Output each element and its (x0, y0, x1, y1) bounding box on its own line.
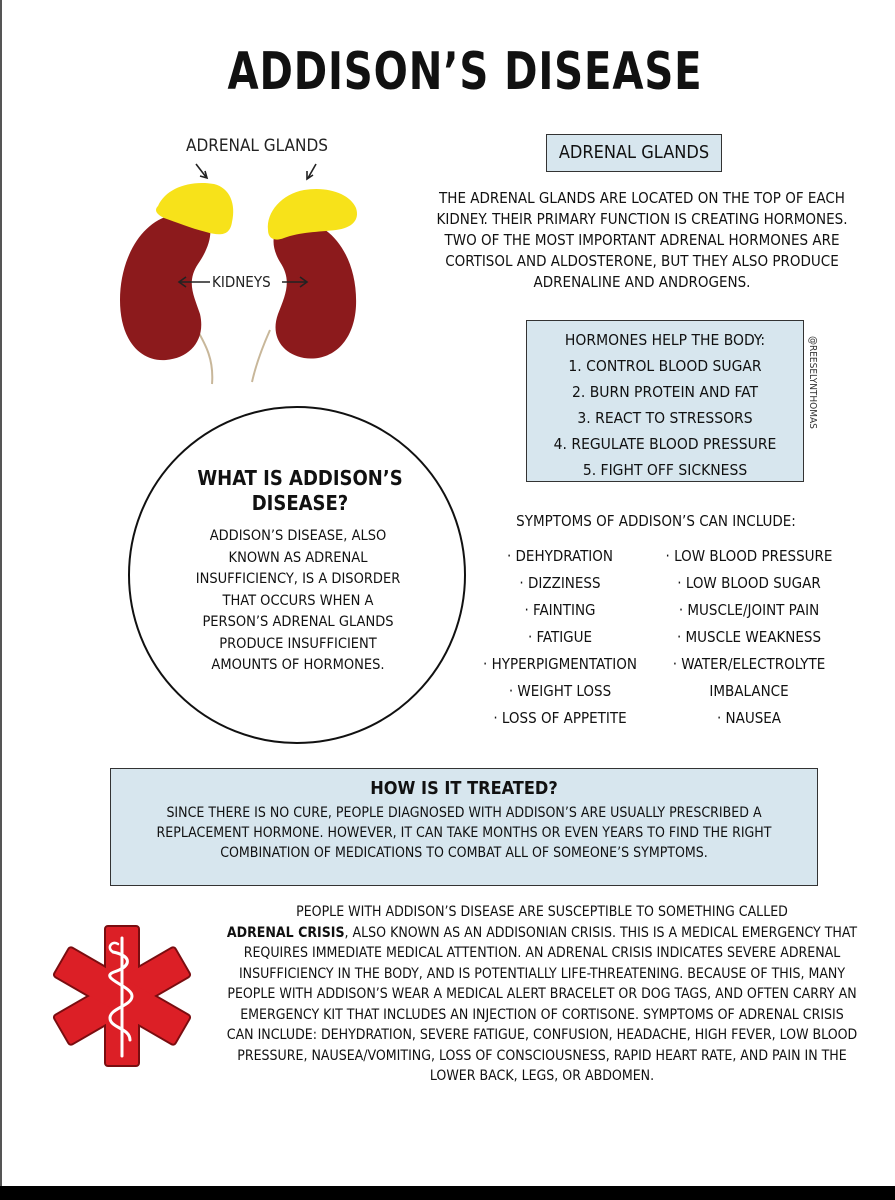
symptom-item: · LOW BLOOD PRESSURE (665, 547, 833, 565)
hormones-heading: HORMONES HELP THE BODY: (564, 331, 766, 349)
right-adrenal-gland (268, 189, 357, 240)
symptoms-left-list (470, 543, 650, 732)
symptoms-right-list (654, 543, 844, 732)
symptom-item: · FAINTING (524, 601, 596, 619)
definition-heading (180, 466, 420, 516)
kidneys-label: KIDNEYS (212, 273, 271, 291)
hormone-item: 4. REGULATE BLOOD PRESSURE (553, 435, 777, 453)
crisis-line: PEOPLE WITH ADDISON’S WEAR A MEDICAL ALERT BRACELET OR DOG TAGS, AND OFTEN CARRY AN (227, 986, 857, 1002)
heading-line: WHAT IS ADDISON’S (197, 466, 403, 490)
right-kidney (274, 220, 357, 359)
body-line: COMBINATION OF MEDICATIONS TO COMBAT ALL OF SOMEONE’S SYMPTOMS. (220, 845, 708, 861)
ureter-left (196, 328, 212, 384)
hormone-item: 2. BURN PROTEIN AND FAT (572, 383, 758, 401)
body-line: AMOUNTS OF HORMONES. (211, 657, 385, 673)
body-line: REPLACEMENT HORMONE. HOWEVER, IT CAN TAKE MONTHS OR EVEN YEARS TO FIND THE RIGHT (156, 825, 772, 841)
symptom-item: · NAUSEA (716, 709, 782, 727)
body-line: KNOWN AS ADRENAL (228, 549, 368, 566)
hormone-item: 3. REACT TO STRESSORS (577, 409, 753, 427)
adrenal-glands-paragraph (394, 188, 890, 293)
paragraph-line: TWO OF THE MOST IMPORTANT ADRENAL HORMONES ARE (444, 231, 840, 249)
hormones-box (526, 320, 804, 482)
symptoms-heading: SYMPTOMS OF ADDISON’S CAN INCLUDE: (516, 512, 796, 530)
adrenal-crisis-paragraph (196, 902, 888, 1087)
symptom-item: · HYPERPIGMENTATION (483, 655, 637, 673)
crisis-line: PRESSURE, NAUSEA/VOMITING, LOSS OF CONSCIOUSNESS, RAPID HEART RATE, AND PAIN IN THE (237, 1047, 847, 1064)
paragraph-line: CORTISOL AND ALDOSTERONE, BUT THEY ALSO PRODUCE (445, 252, 839, 270)
symptom-item: · MUSCLE/JOINT PAIN (678, 601, 820, 619)
arrow-right-gland (308, 164, 316, 178)
symptom-item: IMBALANCE (709, 682, 789, 700)
page-border (0, 0, 2, 1200)
symptom-item: · LOSS OF APPETITE (493, 709, 627, 727)
hormone-item: 5. FIGHT OFF SICKNESS (582, 461, 748, 479)
symptom-item: · LOW BLOOD SUGAR (677, 574, 821, 592)
symptom-item: · WEIGHT LOSS (508, 682, 612, 700)
symptom-item: · WATER/ELECTROLYTE (672, 655, 826, 673)
crisis-line: PEOPLE WITH ADDISON’S DISEASE ARE SUSCEPTIBLE TO SOMETHING CALLED (296, 904, 788, 920)
definition-body (170, 526, 426, 677)
body-line: SINCE THERE IS NO CURE, PEOPLE DIAGNOSED WITH ADDISON’S ARE USUALLY PRESCRIBED A (166, 805, 762, 821)
bottom-bar (0, 1186, 895, 1200)
paragraph-line: THE ADRENAL GLANDS ARE LOCATED ON THE TOP OF EACH (439, 189, 845, 207)
body-line: THAT OCCURS WHEN A (222, 592, 374, 609)
author-credit: @REESELYNTHOMAS (807, 336, 818, 429)
body-line: ADDISON’S DISEASE, ALSO (209, 528, 387, 544)
star-of-life-icon (42, 916, 202, 1076)
symptom-item: · FATIGUE (527, 628, 593, 646)
body-line: PRODUCE INSUFFICIENT (219, 635, 377, 652)
symptom-item: · DIZZINESS (519, 574, 601, 592)
ureter-right (252, 330, 270, 382)
crisis-line: EMERGENCY KIT THAT INCLUDES AN INJECTION OF CORTISONE. SYMPTOMS OF ADRENAL CRISIS (240, 1006, 844, 1023)
crisis-line: INSUFFICIENCY IN THE BODY, AND IS POTENTIALLY LIFE-THREATENING. BECAUSE OF THIS, MANY (238, 965, 846, 982)
hormone-item: 1. CONTROL BLOOD SUGAR (568, 357, 762, 375)
crisis-line: LOWER BACK, LEGS, OR ABDOMEN. (429, 1068, 655, 1084)
body-line: INSUFFICIENCY, IS A DISORDER (195, 571, 401, 587)
page-title: ADDISON’S DISEASE (227, 42, 703, 102)
symptom-item: · MUSCLE WEAKNESS (676, 628, 822, 646)
adrenal-crisis-term: ADRENAL CRISIS (226, 924, 345, 941)
left-kidney (120, 212, 210, 360)
left-adrenal-gland (156, 183, 233, 234)
symptom-item: · DEHYDRATION (506, 547, 614, 565)
crisis-line: CAN INCLUDE: DEHYDRATION, SEVERE FATIGUE, CONFUSION, HEADACHE, HIGH FEVER, LOW BLOOD (226, 1027, 858, 1043)
heading-line: DISEASE? (251, 491, 349, 515)
paragraph-line: KIDNEY. THEIR PRIMARY FUNCTION IS CREATING HORMONES. (436, 210, 848, 228)
crisis-line: REQUIRES IMMEDIATE MEDICAL ATTENTION. AN ADRENAL CRISIS INDICATES SEVERE ADRENAL (243, 945, 841, 961)
arrow-left-gland (196, 164, 206, 177)
paragraph-line: ADRENALINE AND ANDROGENS. (533, 273, 751, 291)
adrenal-glands-heading: ADRENAL GLANDS (546, 134, 722, 172)
crisis-line-rest: , ALSO KNOWN AS AN ADDISONIAN CRISIS. THIS IS A MEDICAL EMERGENCY THAT (344, 924, 858, 941)
treatment-heading: HOW IS IT TREATED? (370, 778, 558, 799)
body-line: PERSON’S ADRENAL GLANDS (202, 614, 394, 630)
crisis-line (196, 923, 888, 944)
treatment-box (110, 768, 818, 886)
adrenal-glands-label: ADRENAL GLANDS (186, 136, 328, 156)
treatment-body (111, 803, 817, 863)
